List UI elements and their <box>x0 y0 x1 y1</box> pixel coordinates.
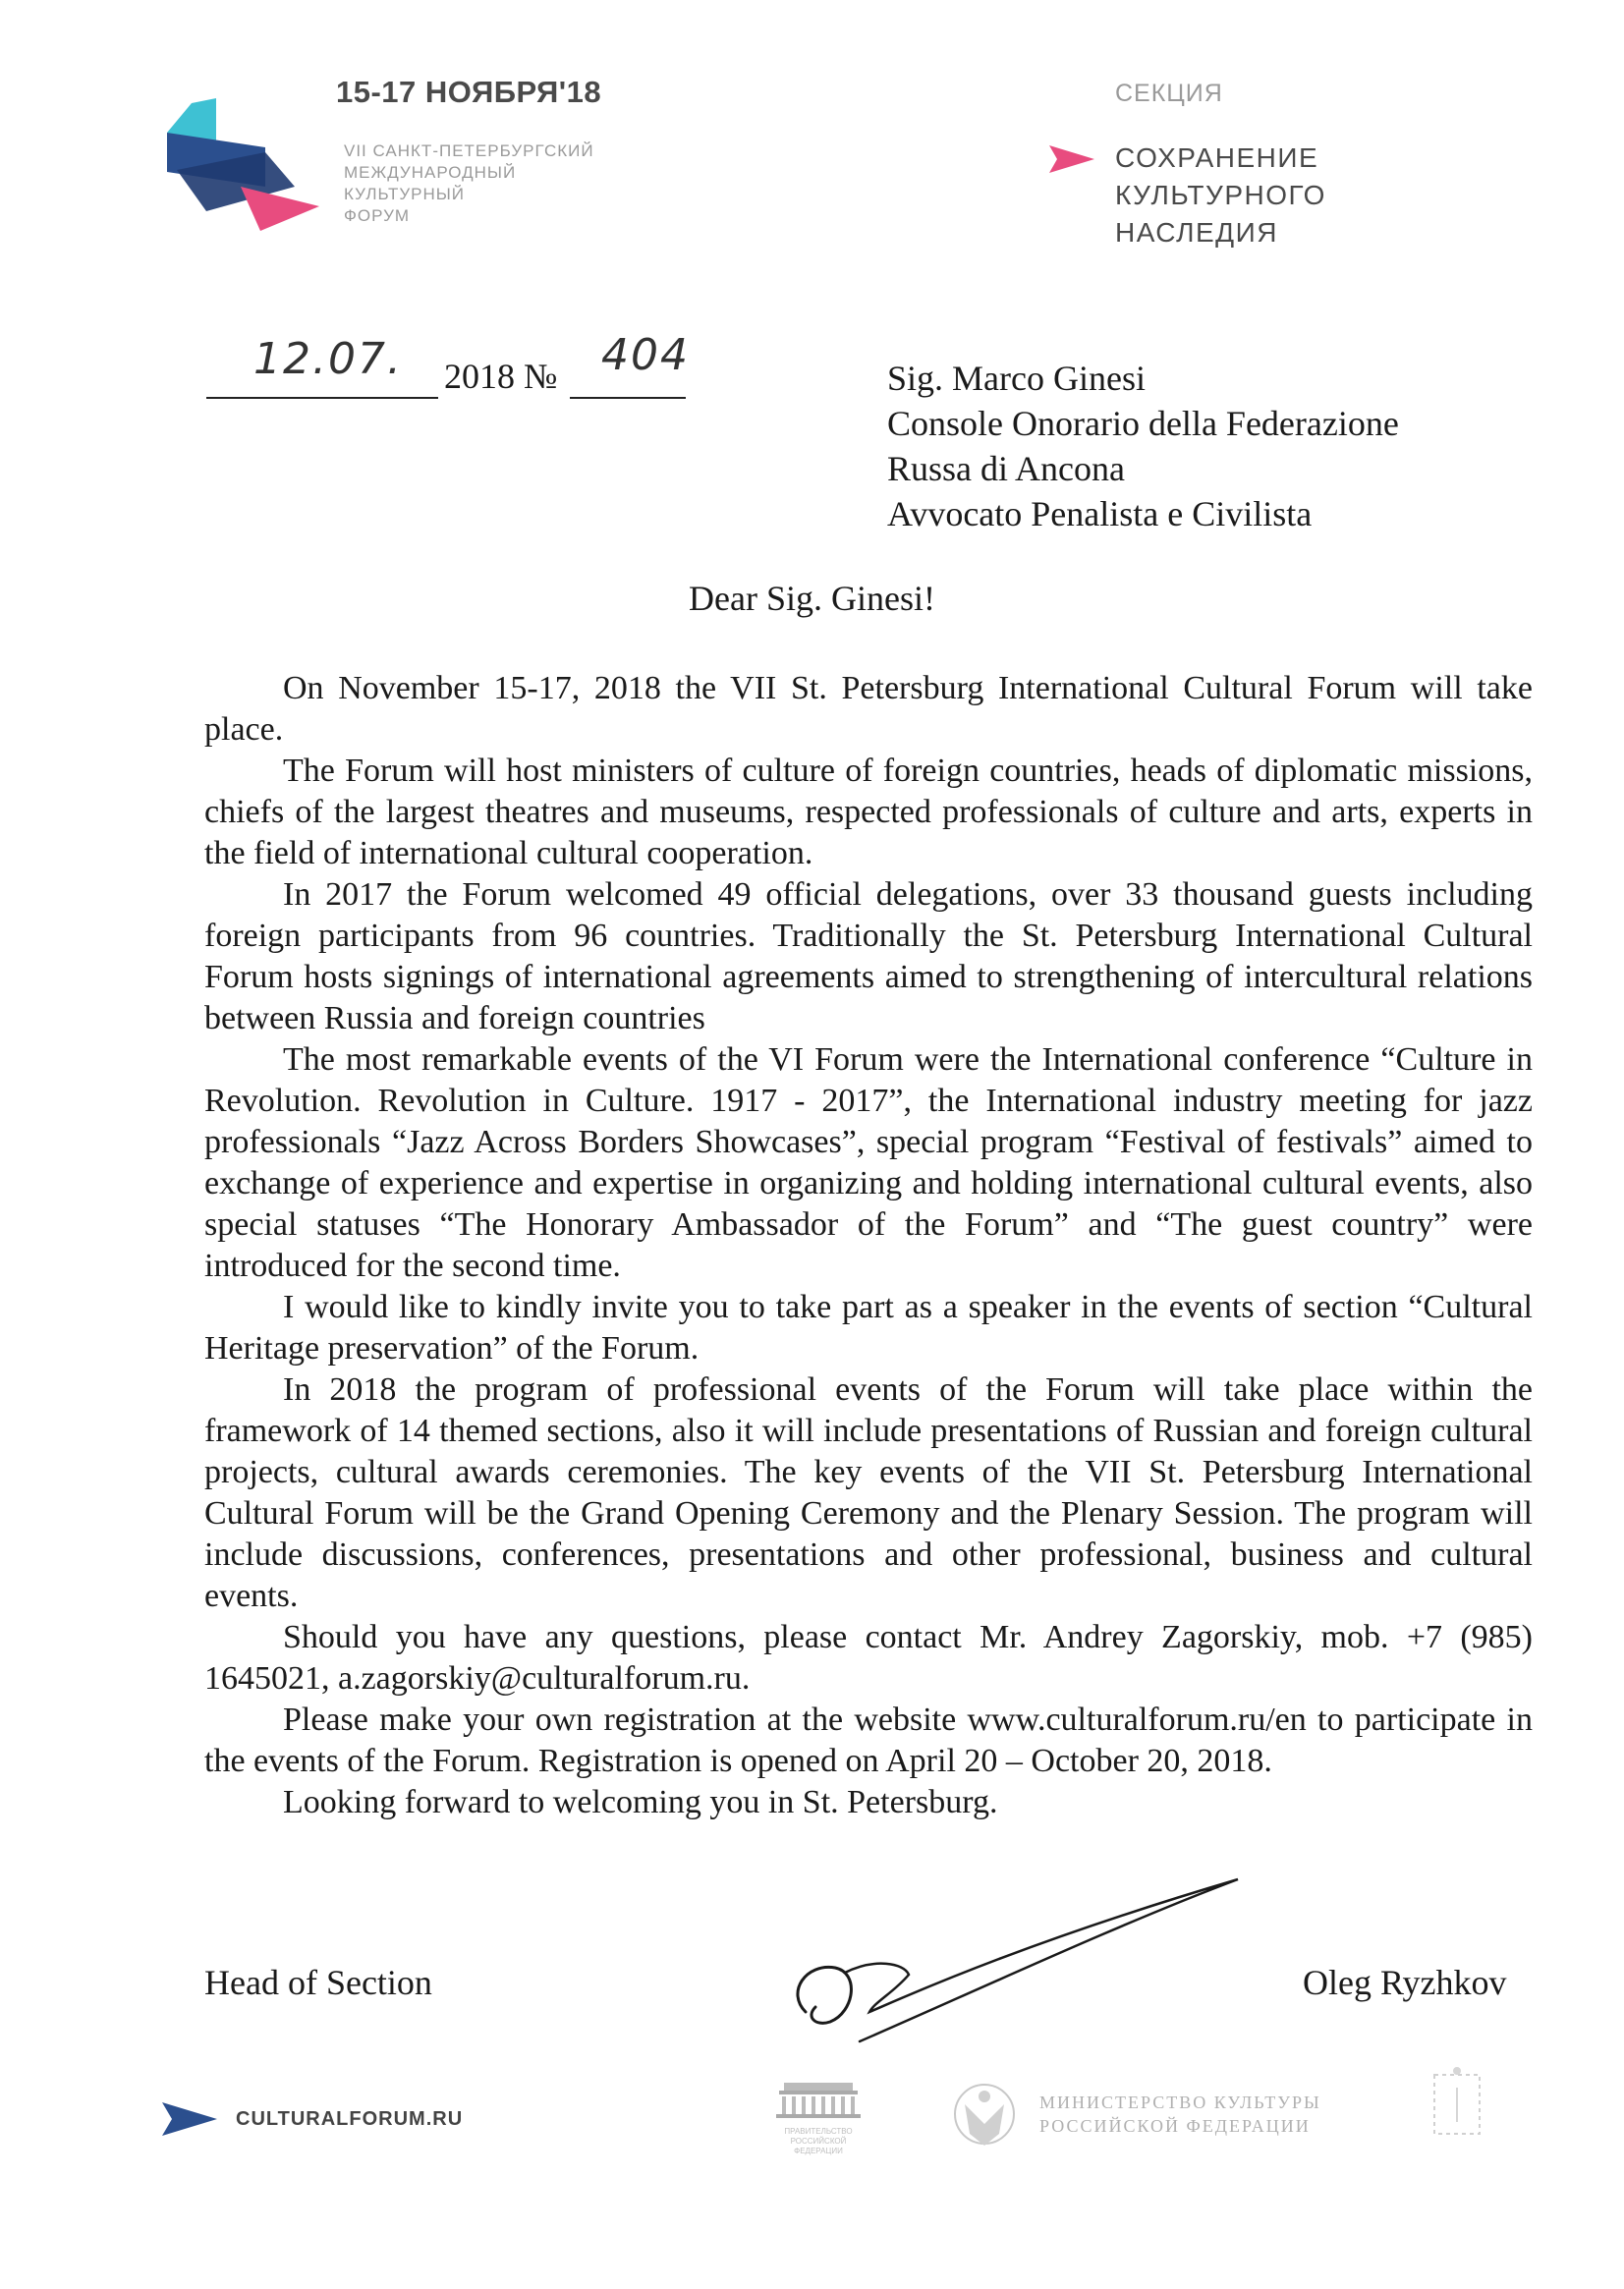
ministry-name <box>1039 2091 1321 2138</box>
forum-name-line: ФОРУМ <box>344 206 411 225</box>
addressee-line: Avvocato Penalista e Civilista <box>887 494 1313 533</box>
signatory-title: Head of Section <box>204 1963 432 2002</box>
logo-pink-shape <box>241 187 319 231</box>
partner-emblem-icon <box>1423 2063 1491 2151</box>
government-building-icon <box>764 2063 872 2171</box>
ministry-eagle-icon <box>945 2075 1024 2163</box>
section-name-line: КУЛЬТУРНОГО <box>1115 180 1326 210</box>
event-dates: 15-17 НОЯБРЯ'18 <box>336 75 602 109</box>
body-paragraph: Looking forward to welcoming you in St. Petersburg. <box>283 1784 998 1820</box>
section-name-line: СОХРАНЕНИЕ <box>1115 142 1319 173</box>
body-paragraph: In 2017 the Forum welcomed 49 official delegations, over 33 thousand guests including foreign participants from 96 countries. Traditionally the St. Petersburg International Cultural Forum hosts signings of international agreements aimed to strengthening of intercultural relations between Russia and foreign countries <box>204 876 1533 1036</box>
signatory-name: Oleg Ryzhkov <box>1303 1963 1507 2002</box>
date-underline <box>206 397 438 399</box>
body-paragraph: I would like to kindly invite you to take part as a speaker in the events of section “Cultural Heritage preservation” of the Forum. <box>204 1289 1533 1367</box>
addressee-block <box>887 356 1399 536</box>
body-paragraph: The most remarkable events of the VI Forum were the International conference “Culture in Revolution. Revolution in Culture. 1917 - 2017”, the International industry meeting for jazz professionals “Jazz Across Borders Showcases”, special program “Festival of festivals” aimed to exchange of experience and expertise in organizing and holding international cultural events, also special statuses “The Honorary Ambassador of the Forum” and “The guest country” were introduced for the second time. <box>204 1041 1533 1284</box>
body-paragraph: The Forum will host ministers of culture of foreign countries, heads of diplomatic missions, chiefs of the largest theatres and museums, respected professionals of culture and arts, experts in the field of international cultural cooperation. <box>204 753 1533 871</box>
forum-name-line: VII САНКТ-ПЕТЕРБУРГСКИЙ <box>344 141 594 160</box>
blue-arrow-icon <box>162 2102 217 2136</box>
salutation: Dear Sig. Ginesi! <box>689 579 935 618</box>
gov-text-line: ПРАВИТЕЛЬСТВО <box>784 2127 853 2136</box>
forum-name-line: МЕЖДУНАРОДНЫЙ <box>344 163 517 182</box>
handwritten-number: 404 <box>601 330 690 380</box>
addressee-line: Sig. Marco Ginesi <box>887 359 1146 398</box>
gov-text-line: ФЕДЕРАЦИИ <box>794 2147 843 2155</box>
ministry-line: РОССИЙСКОЙ ФЕДЕРАЦИИ <box>1039 2116 1311 2136</box>
body-paragraph: In 2018 the program of professional events of the Forum will take place within the framework of 14 themed sections, also it will include presentations of Russian and foreign cultural projects, cultural awards ceremonies. The key events of the VII St. Petersburg International Cultural Forum will be the Grand Opening Ceremony and the Plenary Session. The program will include discussions, conferences, presentations and other professional, business and cultural events. <box>204 1371 1533 1614</box>
section-name <box>1115 140 1326 251</box>
forum-name <box>344 140 594 227</box>
section-name-line: НАСЛЕДИЯ <box>1115 217 1278 248</box>
number-underline <box>570 397 686 399</box>
letter-body <box>204 668 1533 1823</box>
forum-name-line: КУЛЬТУРНЫЙ <box>344 185 466 203</box>
ministry-line: МИНИСТЕРСТВО КУЛЬТУРЫ <box>1039 2093 1321 2112</box>
footer-website: CULTURALFORUM.RU <box>236 2108 464 2130</box>
handwritten-date: 12.07. <box>253 334 403 384</box>
reference-year: 2018 № <box>444 357 558 396</box>
gov-text-line: РОССИЙСКОЙ <box>790 2137 847 2146</box>
addressee-line: Console Onorario della Federazione <box>887 404 1399 443</box>
forum-logo <box>147 93 334 241</box>
body-paragraph: Should you have any questions, please contact Mr. Andrey Zagorskiy, mob. +7 (985) 1645021, a.zagorskiy@culturalforum.ru. <box>204 1619 1533 1697</box>
body-paragraph: On November 15-17, 2018 the VII St. Petersburg International Cultural Forum will take place. <box>204 670 1533 748</box>
pink-arrow-icon <box>1049 145 1094 173</box>
handwritten-signature <box>776 1865 1258 2061</box>
body-paragraph: Please make your own registration at the website www.culturalforum.ru/en to participate in the events of the Forum. Registration is opened on April 20 – October 20, 2018. <box>204 1702 1533 1779</box>
section-label: СЕКЦИЯ <box>1115 80 1223 107</box>
addressee-line: Russa di Ancona <box>887 449 1125 488</box>
